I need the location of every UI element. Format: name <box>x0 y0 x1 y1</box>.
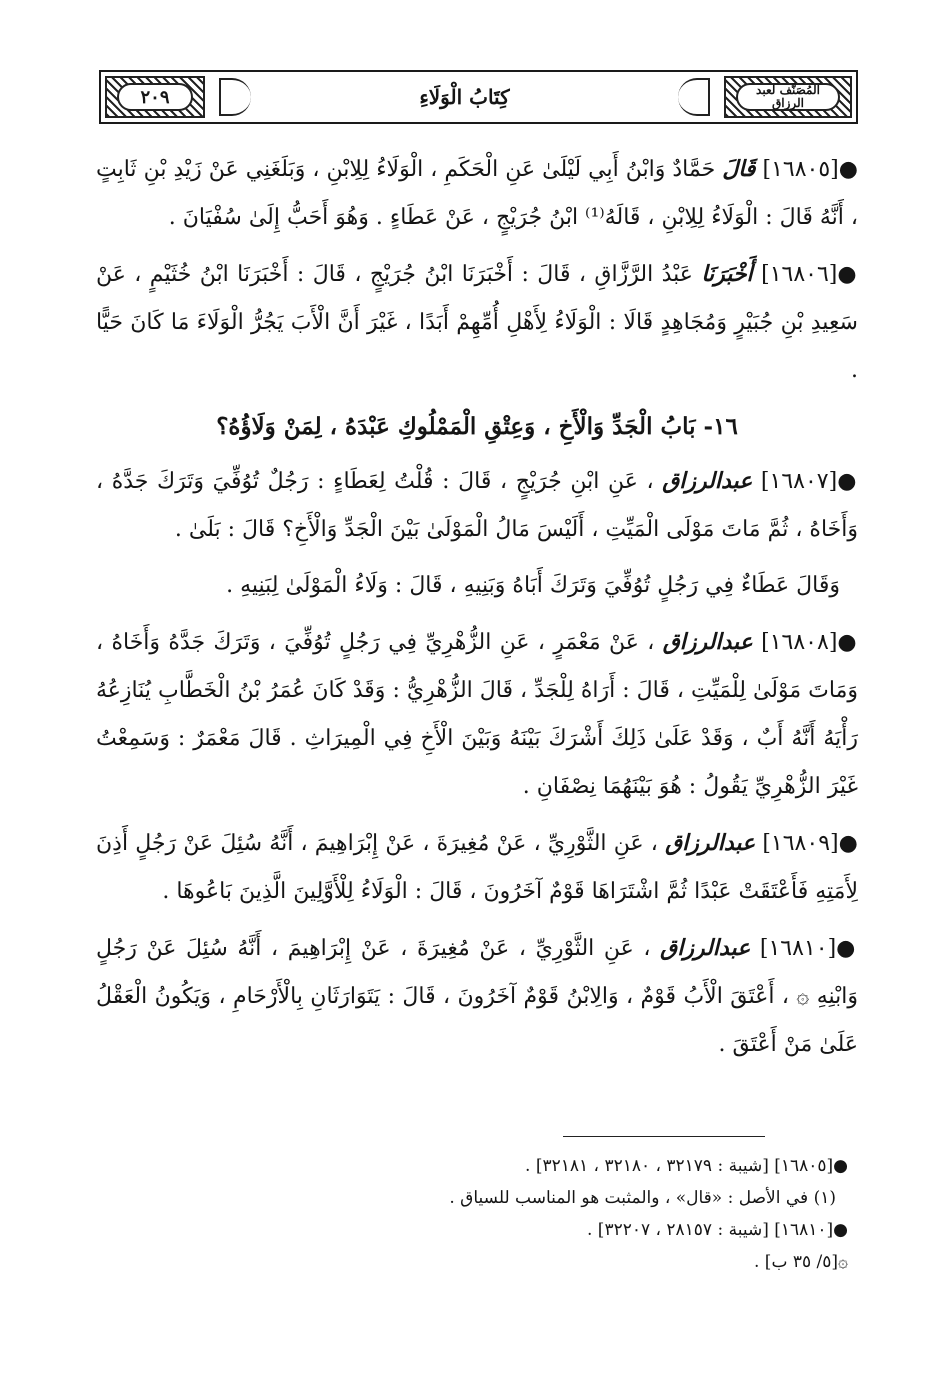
narrator: أَخْبَرَنَا <box>701 261 753 287</box>
hadith-text: ، عَنِ الثَّوْرِيِّ ، عَنْ مُغِيرَةَ ، عَنْ إِبْرَاهِيمَ ، أَنَّهُ سُئِلَ عَنْ رَجُلٍ أَذِنَ لِأَمَتِهِ فَأَعْتَقَتْ عَبْدًا ثُمَّ اشْتَرَاهَا قَوْمٌ آخَرُونَ ، قَالَ : الْوَلَاءُ لِلْأَوَّلِينَ الَّذِينَ بَاعُوهَا . <box>96 831 858 904</box>
hadith-text: ، عَنْ مَعْمَرٍ ، عَنِ الزُّهْرِيِّ فِي رَجُلٍ تُوُفِّيَ ، وَتَرَكَ جَدَّهُ وَأَخَاهُ ، وَمَاتَ مَوْلَىٰ لِلْمَيِّتِ ، قَالَ : أَرَاهُ لِلْجَدِّ ، قَالَ الزُّهْرِيُّ : وَقَدْ كَانَ عُمَرُ بْنُ الْخَطَّابِ يُنَازِعُهُ رَأْيَهُ أَنَّهُ أَبٌ ، وَقَدْ عَلَىٰ ذَلِكَ أَشْرَكَ بَيْنَهُ وَبَيْنَ الْأَخِ فِي الْمِيرَاثِ . قَالَ مَعْمَرٌ : وَسَمِعْتُ غَيْرَ الزُّهْرِيِّ يَقُولُ : هُوَ بَيْنَهُمَا نِصْفَانِ . <box>96 630 858 799</box>
header-title-frame <box>219 78 710 116</box>
footnotes <box>96 1150 858 1278</box>
footnote-item: ۞[٥/ ٣٥ ب] . <box>754 1252 848 1272</box>
page-header <box>99 70 858 124</box>
hadith-paragraph <box>96 618 858 811</box>
emblem-ornament <box>724 76 852 118</box>
hadith-text: ، عَنِ الثَّوْرِيِّ ، عَنْ مُغِيرَةَ ، عَنْ إِبْرَاهِيمَ ، أَنَّهُ سُئِلَ عَنْ رَجُلٍ وَابْنِهِ ۞ ، أَعْتَقَ الْأَبُ قَوْمٌ ، وَالِابْنُ قَوْمٌ آخَرُونَ ، قَالَ : يَتَوَارَثَانِ بِالْأَرْحَامِ ، وَيَكُونُ الْعَقْلُ عَلَىٰ مَنْ أَعْتَقَ . <box>96 936 859 1057</box>
bullet-icon: ● <box>836 935 858 961</box>
narrator: قَالَ <box>722 156 756 182</box>
page-number-ornament <box>105 76 205 118</box>
hadith-number: [١٦٨٠٥] <box>762 157 839 182</box>
hadith-continuation <box>96 562 858 610</box>
bullet-icon: ● <box>837 468 859 494</box>
narrator: عبدالرزاق <box>662 468 753 494</box>
main-text <box>96 145 858 1077</box>
hadith-paragraph <box>96 250 858 395</box>
hadith-text: عَبْدُ الرَّزَّاقِ ، قَالَ : أَخْبَرَنَا ابْنُ جُرَيْجٍ ، قَالَ : أَخْبَرَنَا ابْنُ خُثَيْمٍ ، عَنْ سَعِيدِ بْنِ جُبَيْرٍ وَمُجَاهِدٍ قَالَا : الْوَلَاءُ لِأَهْلِ أُمِّهِمْ أَبَدًا ، غَيْرَ أَنَّ الْأَبَ يَجُرُّ الْوَلَاءَ مَا كَانَ حَيًّا . <box>96 262 858 383</box>
hadith-paragraph <box>96 924 858 1069</box>
bullet-icon: ● <box>837 629 858 655</box>
footnote-item: ●[١٦٨١٠] [شيبة : ٢٨١٥٧ ، ٣٢٢٠٧] . <box>586 1220 848 1240</box>
narrator: عبدالرزاق <box>660 935 751 961</box>
hadith-paragraph <box>96 145 858 242</box>
hadith-text: وَقَالَ عَطَاءٌ فِي رَجُلٍ تُوُفِّيَ وَتَرَكَ أَبَاهُ وَبَنِيهِ ، قَالَ : وَلَاءُ الْمَوْلَىٰ لِبَنِيهِ . <box>226 573 840 598</box>
hadith-number: [١٦٨٠٦] <box>761 262 838 287</box>
footnote-item: (١) في الأصل : «قال» ، والمثبت هو المناسب للسياق . <box>449 1188 836 1208</box>
narrator: عبدالرزاق <box>662 629 753 655</box>
book-title: كِتَابُ الْوَلَاءِ <box>419 85 510 109</box>
hadith-number: [١٦٨٠٧] <box>760 469 838 494</box>
emblem-logo: المُصَنَّف لعبد الرزاق <box>736 83 840 111</box>
footnote-divider <box>563 1136 765 1137</box>
footnote-item: ●[١٦٨٠٥] [شيبة : ٣٢١٧٩ ، ٣٢١٨٠ ، ٣٢١٨١] . <box>525 1156 848 1176</box>
page-number: ٢٠٩ <box>117 83 193 111</box>
hadith-number: [١٦٨٠٨] <box>761 630 838 655</box>
hadith-paragraph <box>96 457 858 554</box>
hadith-text: ، عَنِ ابْنِ جُرَيْجٍ ، قَالَ : قُلْتُ لِعَطَاءٍ : رَجُلٌ تُوُفِّيَ وَتَرَكَ جَدَّهُ ، وَأَخَاهُ ، ثُمَّ مَاتَ مَوْلَى الْمَيِّتِ ، أَلَيْسَ مَالُ الْمَوْلَىٰ بَيْنَ الْجَدِّ وَالْأَخِ؟ قَالَ : بَلَىٰ . <box>96 469 858 542</box>
bullet-icon: ● <box>837 261 858 287</box>
hadith-paragraph <box>96 819 858 916</box>
hadith-text: حَمَّادٌ وَابْنُ أَبِي لَيْلَىٰ عَنِ الْحَكَمِ ، الْوَلَاءُ لِلِابْنِ ، وَبَلَغَنِي عَنْ زَيْدِ بْنِ ثَابِتٍ ، أَنَّهُ قَالَ : الْوَلَاءُ لِلِابْنِ ، قَالَهُ⁽¹⁾ ابْنُ جُرَيْجٍ ، عَنْ عَطَاءٍ . وَهُوَ أَحَبُّ إِلَىٰ سُفْيَانَ . <box>96 157 858 230</box>
hadith-number: [١٦٨٠٩] <box>762 831 839 856</box>
bullet-icon: ● <box>838 830 858 856</box>
chapter-heading: ١٦- بَابُ الْجَدِّ وَالْأَخِ ، وَعِتْقِ الْمَمْلُوكِ عَبْدَهُ ، لِمَنْ وَلَاؤُهُ؟ <box>216 413 738 440</box>
bullet-icon: ● <box>838 156 858 182</box>
narrator: عبدالرزاق <box>665 830 756 856</box>
hadith-number: [١٦٨١٠] <box>759 936 837 961</box>
